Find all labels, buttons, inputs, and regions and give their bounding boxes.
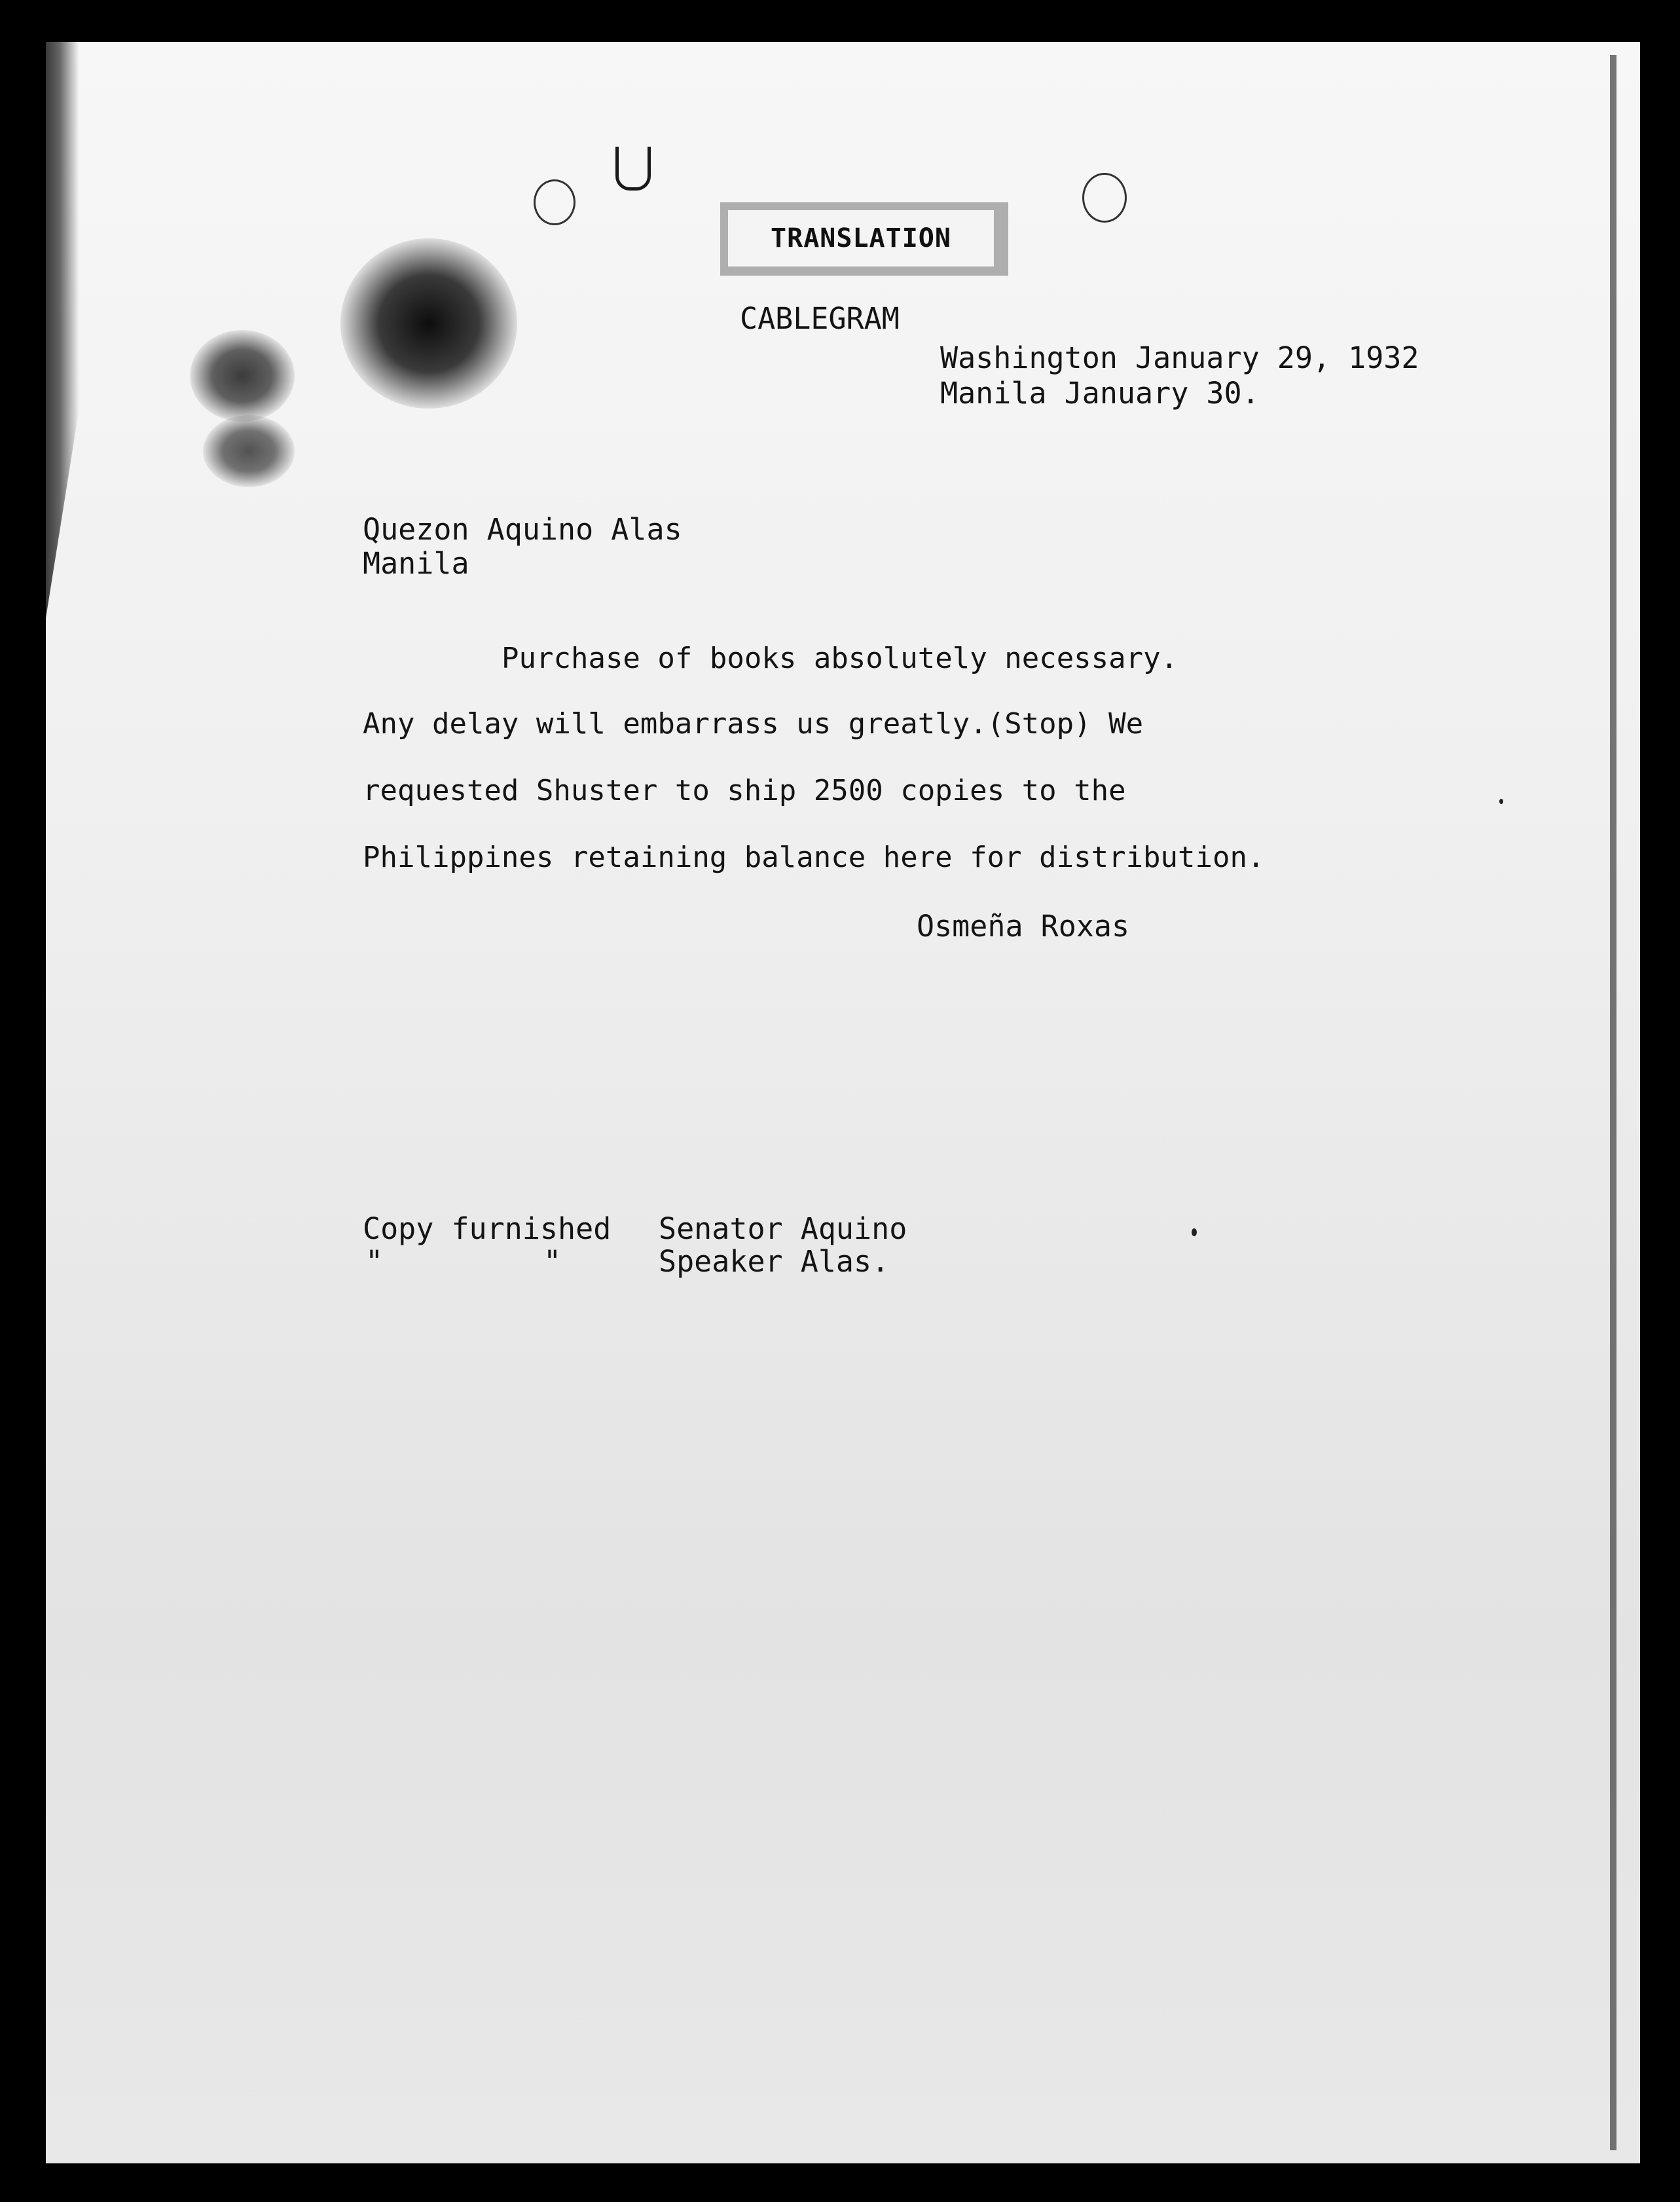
copy-recipient-2: Speaker Alas. [659,1244,890,1279]
ink-smudge [203,415,295,487]
ditto-mark: " [365,1244,384,1279]
body-line: Purchase of books absolutely necessary. [502,642,1178,675]
page-edge-shadow [1610,55,1616,2150]
body-line: Any delay will embarrass us greatly.(Stop) We [363,707,1144,741]
ditto-mark: " [543,1244,562,1279]
copy-recipient-1: Senator Aquino [659,1211,907,1246]
ink-smudge [190,330,295,422]
folded-edge [46,42,144,631]
addressee-city: Manila [363,546,469,581]
dateline-origin: Washington January 29, 1932 [940,340,1419,375]
translation-stamp [720,202,1008,276]
copy-furnished-label: Copy furnished [363,1211,612,1246]
paper-clip-mark [615,147,651,191]
body-line: requested Shuster to ship 2500 copies to the [363,774,1126,807]
body-line: Philippines retaining balance here for distribution. [363,841,1265,874]
document-page [46,42,1640,2163]
document-type: CABLEGRAM [740,301,900,336]
addressee-names: Quezon Aquino Alas [363,512,682,547]
ink-smudge [340,238,517,409]
translation-stamp-inner [728,210,994,266]
signature: Osmeña Roxas [917,909,1130,944]
ink-speck [1499,799,1503,804]
punch-hole [1082,173,1127,223]
punch-hole [534,179,575,225]
ink-speck [1192,1228,1197,1236]
dateline-received: Manila January 30. [940,376,1260,411]
translation-label: TRANSLATION [771,223,951,253]
